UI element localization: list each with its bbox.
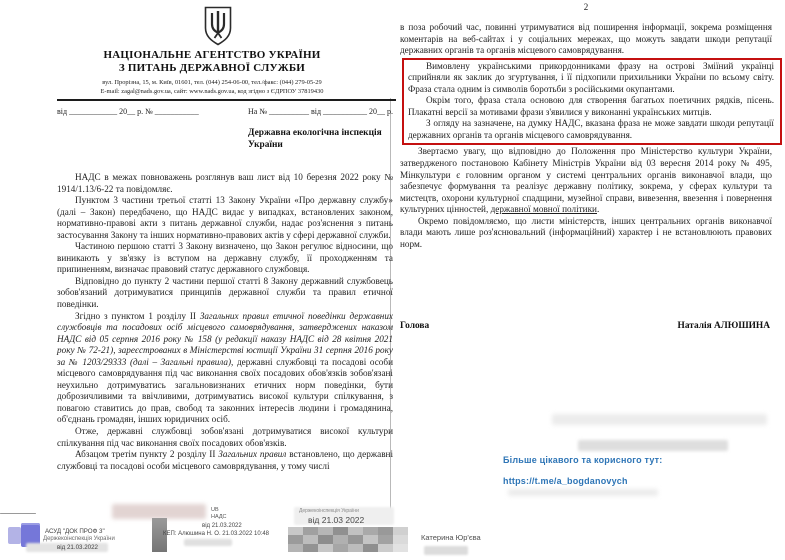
org-name [42, 49, 382, 75]
paragraph: НАДС в межах повноважень розглянув ваш лист від 10 березня 2022 року № 1914/1.13/6-22 та повідомляє. [57, 172, 393, 194]
letter-body-page2 [400, 22, 772, 250]
paragraph: З огляду на зазначене, на думку НАДС, вказана фраза не може завдати шкоди репутації державних органів та органів місцевого самоврядування. [408, 118, 774, 140]
stamp-nads-line3: від 21.03.2022 [202, 523, 242, 529]
paragraph: Частиною першою статті 3 Закону визначено, що Закон регулює відносини, що виникають у зв'язку із вступом на державну службу, її проходженням та припиненням, визначає правовий статус державного службовця. [57, 241, 393, 275]
recipient-block [248, 128, 394, 151]
paragraph: Абзацом третім пункту 2 розділу ІІ Загальних правил встановлено, що державні службовці та посадові особи місцевого самоврядування, у тому числі [57, 449, 394, 471]
org-name-line1: НАЦІОНАЛЬНЕ АГЕНТСТВО УКРАЇНИ [103, 49, 321, 61]
ukraine-trident-emblem-icon [203, 6, 233, 46]
page-number: 2 [583, 2, 589, 12]
paragraph: Пунктом 3 частини третьої статті 13 Закону України «Про державну службу» (далі – Закон) передбачено, що НАДС видає у випадках, встановлених законом, нормативно-правові акти з питань державної служби, надає роз'яснення з питань застосування Закону та інших нормативно-правових актів у сфері державної служби. [57, 195, 393, 240]
blur-artifact [424, 546, 468, 555]
blur-artifact [112, 504, 206, 519]
stamp-nads-line2: НАДС [211, 514, 227, 520]
blur-artifact [552, 414, 767, 425]
stamp-asud-line2: Держекоінспекція України [43, 536, 115, 542]
recipient-line2: України [248, 139, 283, 150]
blur-artifact [508, 489, 658, 496]
letter-body-page1 [57, 172, 393, 472]
paragraph: Відповідно до пункту 2 частини першої статті 8 Закону державний службовець зобов'язаний дотримуватися принципів державної служби та правил етичної поведінки. [57, 275, 393, 310]
stamp-asud-line1: АСУД "ДОК ПРОФ 3" [45, 528, 105, 535]
stamp-eco-line1: Держекоінспекція України [299, 508, 359, 514]
paragraph: Окремо повідомляємо, що листи міністерств, інших центральних органів виконавчої влади мають лише роз'яснювальний (інформаційний) характер і не встановлюють правових норм. [400, 215, 772, 249]
signature-name: Наталія АЛЮШИНА [677, 321, 770, 331]
org-address-line: вул. Прорізна, 15, м. Київ, 01601, тел. (044) 254-06-00, тел./факс: (044) 279-05-29 [102, 79, 322, 86]
reference-number-row [57, 107, 398, 116]
blur-artifact [184, 539, 232, 546]
telegram-link[interactable]: https://t.me/a_bogdanovych [503, 476, 628, 486]
paragraph: в поза робочий час, повинні утримуватися від поширення інформації, зокрема розміщення коментарів на веб-сайтах і у соціальних мережах, що можуть завдати шкоди репутації державних органів та органів місцевого самоврядування. [400, 22, 772, 56]
asud-logo-icon [8, 527, 21, 544]
red-highlight-box [402, 58, 782, 146]
org-contacts [42, 78, 382, 96]
paragraph: Згідно з пунктом 1 розділу ІІ Загальних правил етичної поведінки державних службовців та посадових осіб місцевого самоврядування, затверджених наказом НАДС від 05 серпня 2016 року № 158 (у редакції наказу НАДС від 28 квітня 2021 року № 72-21), зареєстрованих в Міністерстві юстиції України 31 серпня 2016 року за № 1203/29333 (далі – Загальні правила), державні службовці та посадові особи місцевого самоврядування під час виконання своїх посадових обов'язків зобов'язані неухильно дотримуватись загальновизнаних етичних норм поведінки, бути доброзичливими та ввічливими, дотримуватись високої культури спілкування, з повагою ставитись до прав, свобод та законних інтересів людини і громадянина, об'єднань громадян, інших юридичних осіб. [57, 310, 393, 425]
org-name-line2: З ПИТАНЬ ДЕРЖАВНОЇ СЛУЖБИ [118, 62, 306, 74]
signature-row [400, 321, 772, 331]
paragraph: Отже, державні службовці зобов'язані дотримуватися високої культури спілкування під час виконання своїх посадових обов'язків. [57, 426, 393, 448]
header-rule [57, 99, 396, 101]
stamp-nads-line4: КЕП: Алюшина Н. О. 21.03.2022 10:48 [163, 531, 270, 537]
stamp-eco-line2: від 21.03 2022 [308, 515, 365, 525]
promo-text: Більше цікавого та корисного тут: [503, 455, 663, 465]
paragraph: Окрім того, фраза стала основою для створення багатьох поетичних рядків, пісень. Плакатні версії за мотивами фрази з'явилися у виконанні українських митців. [408, 95, 774, 117]
signature-role: Голова [400, 321, 430, 331]
pixelated-redaction [288, 527, 408, 552]
org-email-line: E-mail: zagal@nads.gov.ua, сайт: www.nads.gov.ua, код згідно з ЄДРПОУ 37819430 [100, 88, 324, 95]
paragraph: Вимовлену українськими прикордонниками фразу на острові Зміїний українці сприйняли як заклик до згуртування, і її підхопили прихильники України по всьому світу. Фраза стала одним із символів боротьби з російськими окупантами. [408, 60, 774, 94]
blur-artifact [578, 440, 728, 451]
stamp-asud-line3: від 21.03.2022 [57, 544, 98, 551]
executor-name: Катерина Юр'єва [421, 533, 481, 542]
scan-line-artifact [0, 513, 36, 514]
recipient-line1: Державна екологічна інспекція [248, 128, 382, 138]
ref-outgoing: від ____________ 20__ р. № ___________ [57, 107, 199, 116]
ref-incoming: На № __________ від ___________ 20__ р. [248, 107, 394, 116]
stamp-nads-line1: UB [211, 507, 219, 513]
paragraph: Звертаємо увагу, що відповідно до Положення про Міністерство культури України, затвердженого постановою Кабінету Міністрів України від 03 вересня 2014 року № 495, Мінкультури є головним органом у системі центральних органів виконавчої влади, що забезпечує формування та реалізує державну політику, зокрема, у сферах культури та мистецтв, охорони культурної спадщини, музейної справи, вивезення, ввезення і повернення культурних цінностей, державної мовної політики. [400, 146, 772, 215]
